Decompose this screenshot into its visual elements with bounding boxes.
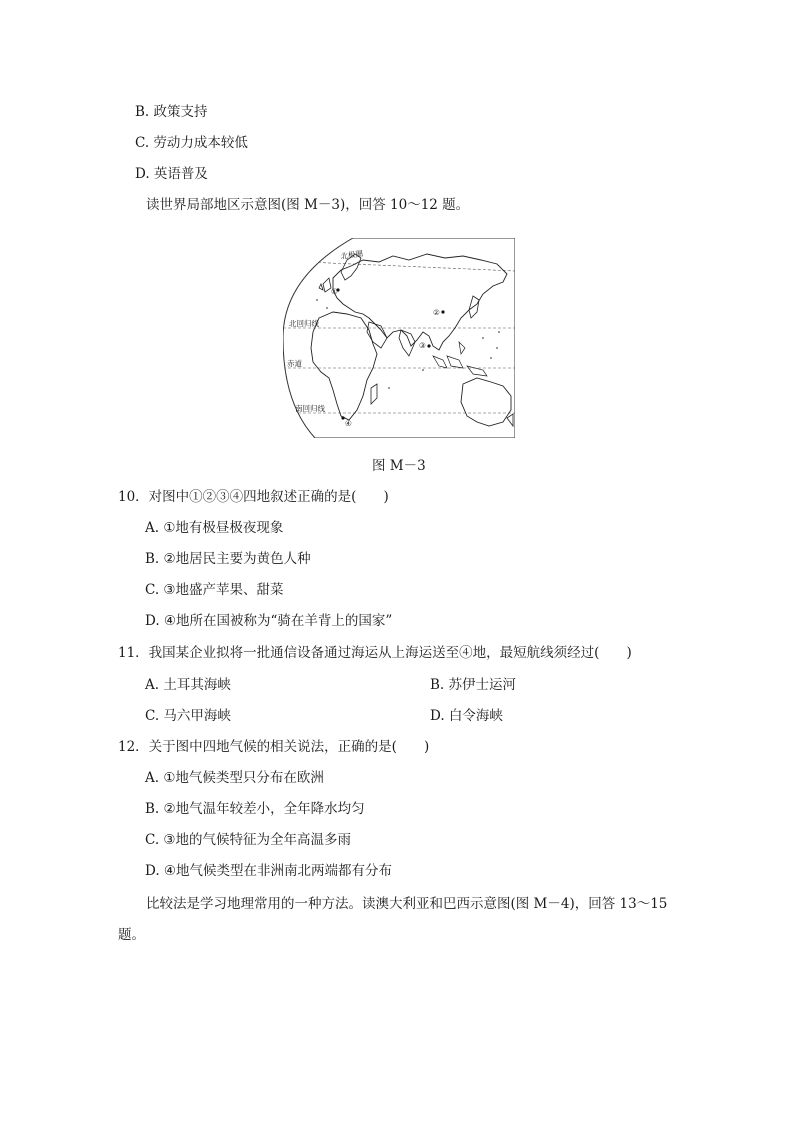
marker-2-label: ② (433, 308, 440, 317)
q12-option-d: D. ④地气候类型在非洲南北两端都有分布 (145, 863, 393, 879)
intro-13-15-line1: 比较法是学习地理常用的一种方法。读澳大利亚和巴西示意图(图 M－4)，回答 13～15 (146, 896, 668, 912)
q9-option-c: C. 劳动力成本较低 (135, 135, 248, 151)
q10-option-d: D. ④地所在国被称为“骑在羊背上的国家” (145, 613, 393, 629)
equator-label: 赤道 (287, 359, 302, 368)
tropic-cancer-label: 北回归线 (289, 319, 319, 328)
q11-option-d: D. 白令海峡 (430, 708, 503, 724)
location-3-dot (427, 344, 430, 347)
q10-stem: 10．对图中①②③④四地叙述正确的是( ) (118, 489, 389, 505)
q12-option-c: C. ③地的气候特征为全年高温多雨 (145, 832, 352, 848)
q11-stem: 11．我国某企业拟将一批通信设备通过海运从上海运送至④地，最短航线须经过( ) (118, 645, 632, 661)
world-map (283, 238, 515, 438)
q11-option-c: C. 马六甲海峡 (145, 708, 231, 724)
tropic-capricorn-label: 南回归线 (295, 404, 325, 413)
figure-caption: 图 M－3 (372, 458, 426, 474)
marker-4-label: ④ (345, 419, 352, 428)
world-map-figure (283, 238, 515, 438)
q9-option-d: D. 英语普及 (135, 166, 208, 182)
arctic-circle-label: 北极圈 (340, 248, 364, 261)
q12-stem: 12．关于图中四地气候的相关说法，正确的是( ) (118, 739, 430, 755)
intro-10-12: 读世界局部地区示意图(图 M－3)，回答 10～12 题。 (146, 197, 470, 213)
q11-option-a: A. 土耳其海峡 (145, 677, 231, 693)
q12-option-a: A. ①地气候类型只分布在欧洲 (145, 770, 324, 786)
marker-1-label: ① (331, 287, 338, 296)
q10-option-c: C. ③地盛产苹果、甜菜 (145, 582, 284, 598)
q12-option-b: B. ②地气温年较差小，全年降水均匀 (145, 801, 365, 817)
q11-option-b: B. 苏伊士运河 (430, 677, 517, 693)
marker-3-label: ③ (419, 341, 426, 350)
q10-option-b: B. ②地居民主要为黄色人种 (145, 551, 311, 567)
q10-option-a: A. ①地有极昼极夜现象 (145, 520, 284, 536)
location-2-dot (441, 310, 444, 313)
intro-13-15-line2: 题。 (118, 927, 145, 943)
q9-option-b: B. 政策支持 (135, 104, 208, 120)
